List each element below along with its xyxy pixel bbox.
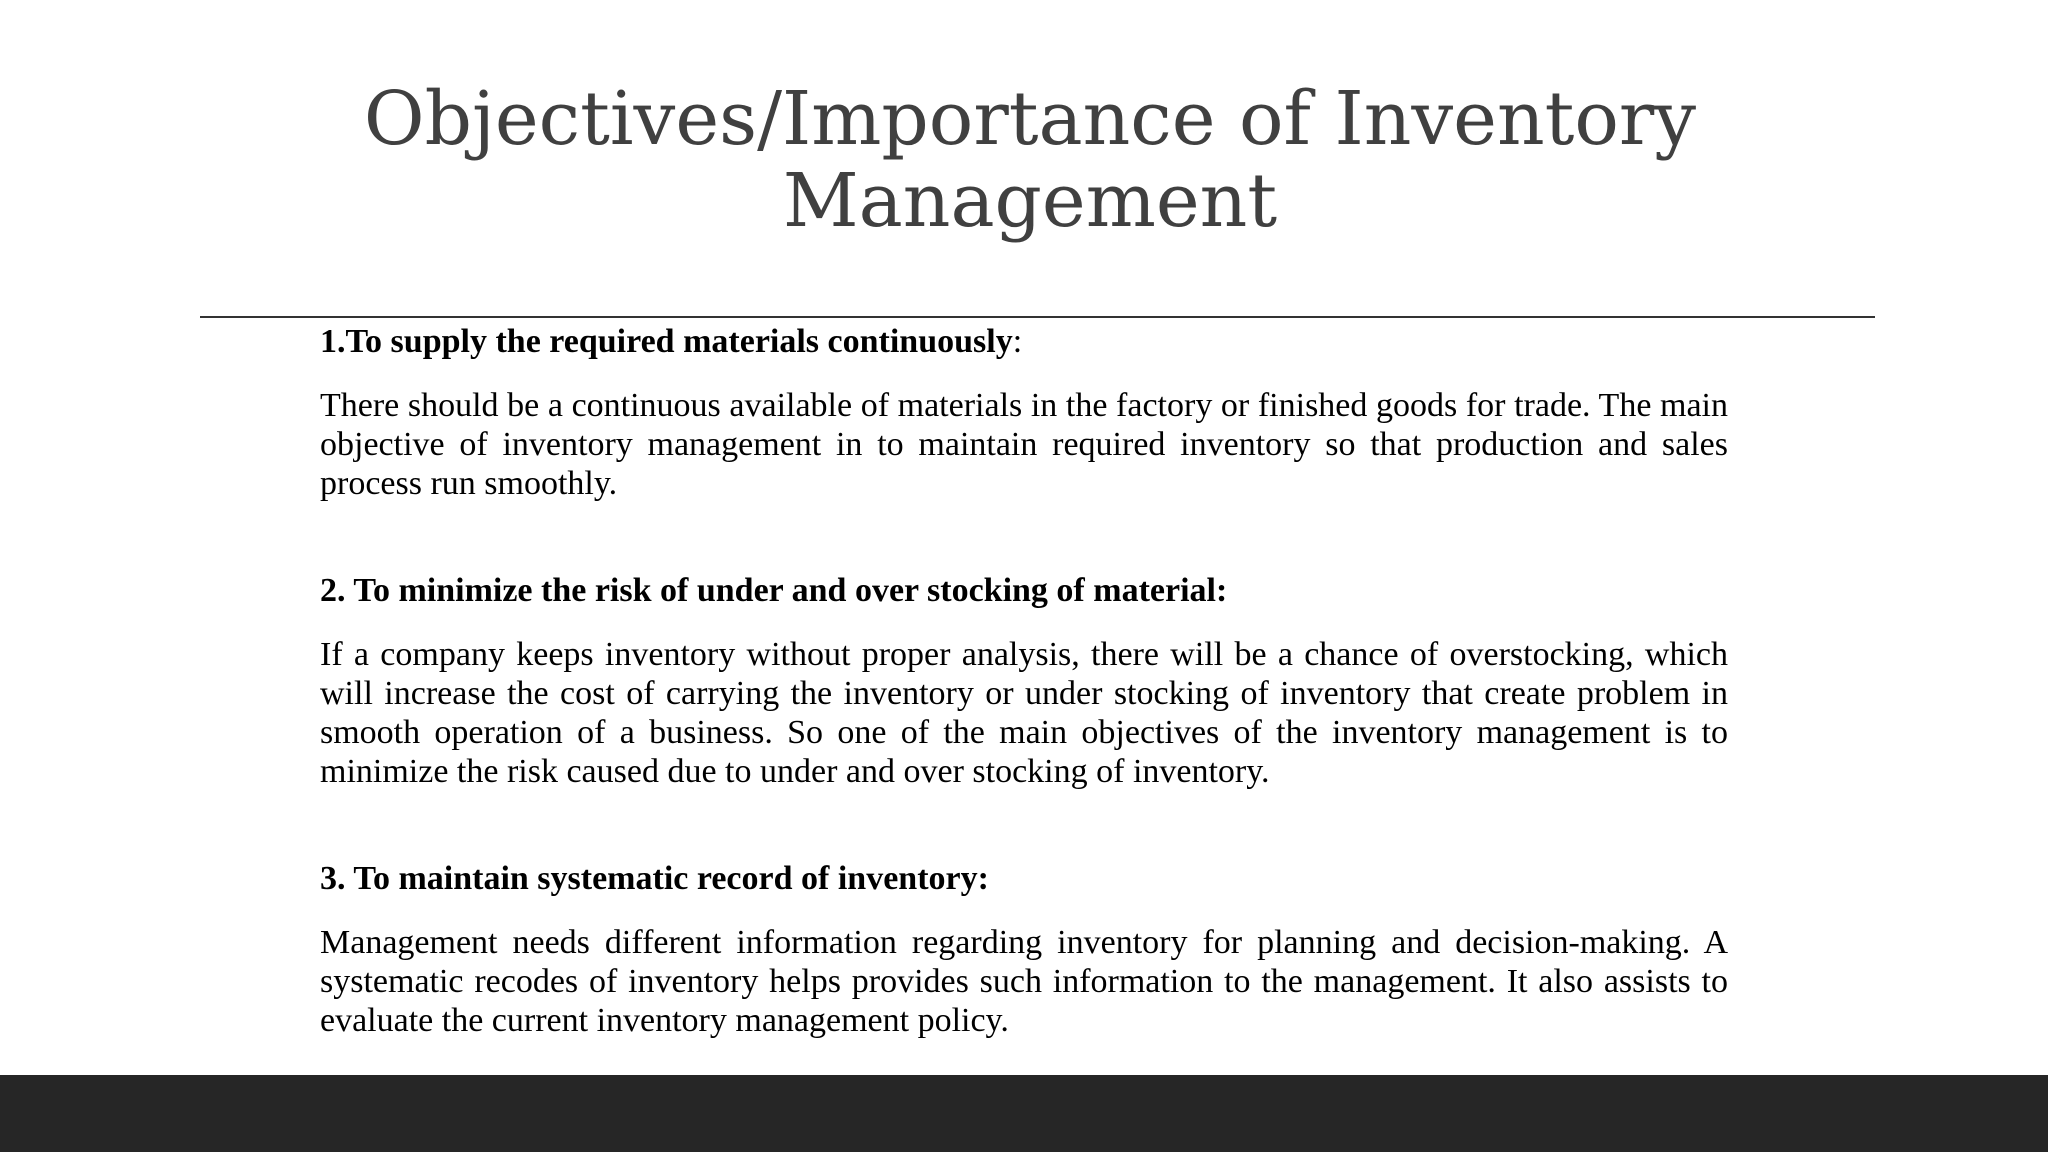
slide-title-line-2: Management bbox=[782, 158, 1278, 244]
objective-heading-1-colon: : bbox=[1012, 323, 1023, 360]
objective-body-2: If a company keeps inventory without proper analysis, there will be a chance of overstocking, which will increase the cost of carrying the inventory or under stocking of inventory that create problem in smooth operation of a business. So one of the main objectives of the inventory management is to minimize the risk caused due to under and over stocking of inventory. bbox=[320, 636, 1728, 790]
slide-title bbox=[200, 78, 1860, 242]
objective-heading-1-text: 1.To supply the required materials continuously bbox=[320, 323, 1013, 360]
objective-section-3 bbox=[320, 857, 1728, 1040]
section-spacer bbox=[320, 791, 1728, 857]
objective-heading-3: 3. To maintain systematic record of inventory: bbox=[320, 860, 989, 897]
section-spacer bbox=[320, 503, 1728, 569]
objective-section-2 bbox=[320, 569, 1728, 791]
objective-body-3: Management needs different information regarding inventory for planning and decision-making. A systematic recodes of inventory helps provides such information to the management. It also assists to evaluate the current inventory management policy. bbox=[320, 924, 1728, 1039]
slide-content bbox=[320, 320, 1728, 1040]
objective-body-1: There should be a continuous available of materials in the factory or finished goods for trade. The main objective of inventory management in to maintain required inventory so that production and sales process run smoothly. bbox=[320, 387, 1728, 502]
objective-heading-1 bbox=[320, 320, 1728, 364]
slide-title-line-1: Objectives/Importance of Inventory bbox=[363, 76, 1697, 162]
objective-heading-2: 2. To minimize the risk of under and over stocking of material: bbox=[320, 572, 1228, 609]
title-divider bbox=[200, 316, 1875, 318]
objective-section-1 bbox=[320, 320, 1728, 503]
footer-bar bbox=[0, 1075, 2048, 1152]
